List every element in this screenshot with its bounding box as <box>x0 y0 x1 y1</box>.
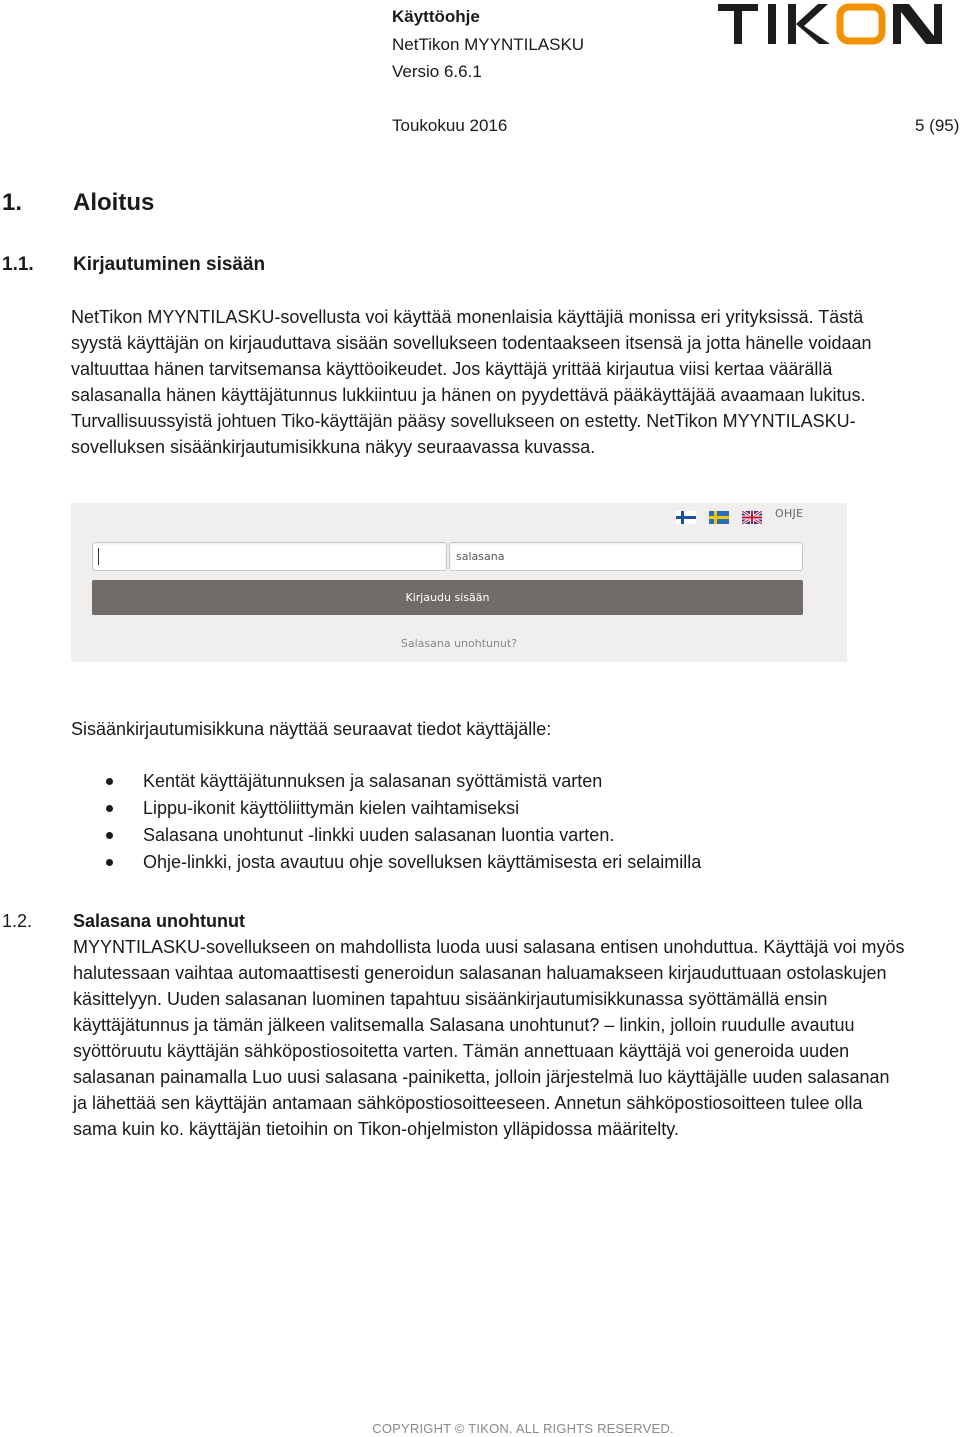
bullet-icon <box>106 778 113 785</box>
login-screenshot <box>71 503 847 662</box>
help-link[interactable]: OHJE <box>775 507 804 520</box>
subsection-title: Salasana unohtunut <box>73 911 246 931</box>
page-number: 5 (95) <box>915 116 960 135</box>
paragraph-line: NetTikon MYYNTILASKU-sovellusta voi käyttää monenlaisia käyttäjiä monissa eri yrityksissä. Tästä <box>71 307 864 327</box>
password-placeholder: salasana <box>456 550 505 563</box>
finnish-flag-icon[interactable] <box>676 511 696 524</box>
subsection-number: 1.2. <box>2 911 33 931</box>
paragraph-forgot-password <box>73 934 957 1142</box>
list-item <box>106 822 956 849</box>
section-title: Aloitus <box>73 189 155 216</box>
paragraph-line: halutessaan vaihtaa automaattisesti generoidun salasanan haluamakseen kirjauduttuaan ostolaskujen <box>73 963 887 983</box>
date: Toukokuu 2016 <box>392 116 508 135</box>
info-intro: Sisäänkirjautumisikkuna näyttää seuraavat tiedot käyttäjälle: <box>71 719 552 739</box>
uk-flag-icon[interactable] <box>742 511 762 524</box>
paragraph-line: MYYNTILASKU-sovellukseen on mahdollista luoda uusi salasana entisen unohduttua. Käyttäjä voi myös <box>73 937 905 957</box>
copyright-footer: COPYRIGHT © TIKON. ALL RIGHTS RESERVED. <box>372 1421 674 1436</box>
subsection-number: 1.1. <box>2 254 34 275</box>
subsection-title: Kirjautuminen sisään <box>73 254 266 275</box>
paragraph-line: syystä käyttäjän on kirjauduttava sisään sovellukseen todentaakseen itsensä ja jotta hänelle voidaan <box>71 333 872 353</box>
login-button[interactable]: Kirjaudu sisään <box>92 580 803 615</box>
bullet-icon <box>106 832 113 839</box>
list-item-text: Kentät käyttäjätunnuksen ja salasanan syöttämistä varten <box>143 771 603 791</box>
list-item-text: Lippu-ikonit käyttöliittymän kielen vaihtamiseksi <box>143 798 520 818</box>
text-cursor <box>98 548 99 565</box>
tikon-logo <box>718 2 944 46</box>
list-item-text: Ohje-linkki, josta avautuu ohje sovelluksen käyttämisesta eri selaimilla <box>143 852 702 872</box>
section-number: 1. <box>2 189 23 216</box>
version: Versio 6.6.1 <box>392 62 482 81</box>
paragraph-line: sama kuin ko. käyttäjän tietoihin on Tikon-ohjelmiston ylläpidossa määritelty. <box>73 1119 679 1139</box>
paragraph-line: syöttöruutu käyttäjän sähköpostiosoitetta varten. Tämän annettuaan käyttäjä voi generoida uuden <box>73 1041 850 1061</box>
doc-title: Käyttöohje <box>392 7 480 26</box>
paragraph-line: salasanan painamalla Luo uusi salasana -painiketta, jolloin järjestelmä luo käyttäjälle uuden salasanan <box>73 1067 890 1087</box>
paragraph-login <box>71 304 951 460</box>
paragraph-line: käsittelyyn. Uuden salasanan luominen tapahtuu sisäänkirjautumisikkunassa syöttämällä ensin <box>73 989 828 1009</box>
bullet-icon <box>106 805 113 812</box>
paragraph-line: Turvallisuussyistä johtuen Tiko-käyttäjän pääsy sovellukseen on estetty. NetTikon MYYNTILASKU- <box>71 411 856 431</box>
list-item <box>106 795 956 822</box>
paragraph-line: valtuuttaa hänen tarvitsemansa käyttöoikeudet. Jos käyttäjä yrittää kirjautua viisi kertaa väärällä <box>71 359 833 379</box>
paragraph-line: salasanalla hänen käyttäjätunnus lukkiintuu ja hänen on pyydettävä pääkäyttäjää avaamaan lukitus. <box>71 385 866 405</box>
list-item <box>106 849 956 876</box>
paragraph-line: sovelluksen sisäänkirjautumisikkuna näkyy seuraavassa kuvassa. <box>71 437 596 457</box>
forgot-password-link[interactable]: Salasana unohtunut? <box>400 637 518 650</box>
password-input[interactable] <box>449 542 803 571</box>
product-name: NetTikon MYYNTILASKU <box>392 35 585 54</box>
info-list <box>106 768 956 876</box>
list-item-text: Salasana unohtunut -linkki uuden salasanan luontia varten. <box>143 825 615 845</box>
list-item <box>106 768 956 795</box>
swedish-flag-icon[interactable] <box>709 511 729 524</box>
bullet-icon <box>106 859 113 866</box>
paragraph-line: ja lähettää sen käyttäjän antamaan sähköpostiosoitteeseen. Annetun sähköpostiosoitteen tulee olla <box>73 1093 863 1113</box>
paragraph-line: käyttäjätunnus ja tämän jälkeen valitsemalla Salasana unohtunut? – linkin, jolloin ruudulle avautuu <box>73 1015 855 1035</box>
username-input[interactable] <box>92 542 447 571</box>
